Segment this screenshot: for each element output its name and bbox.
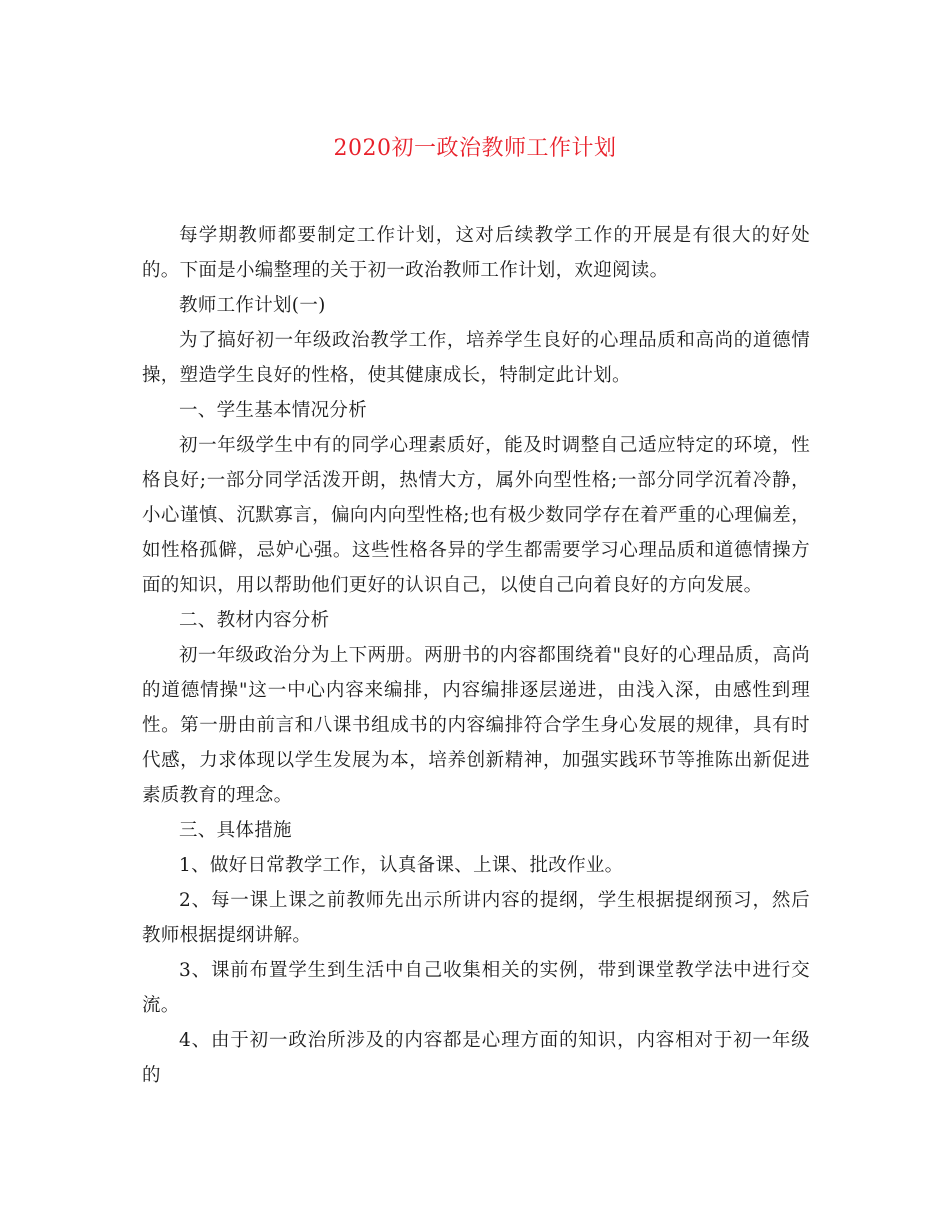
section-heading-measures: 三、具体措施 [179,820,292,841]
measure-item-3: 3、课前布置学生到生活中自己收集相关的实例，带到课堂教学法中进行交流。 [142,960,810,1016]
textbook-analysis-paragraph: 初一年级政治分为上下两册。两册书的内容都围绕着"良好的心理品质，高尚的道德情操"这一中心内容来编排，内容编排逐层递进，由浅入深，由感性到理性。第一册由前言和八课书组成书的内容编排符合学生身心发展的规律，具有时代感，力求体现以学生发展为本，培养创新精神，加强实践环节等推陈出新促进素质教育的理念。 [142,645,810,806]
purpose-paragraph: 为了搞好初一年级政治教学工作，培养学生良好的心理品质和高尚的道德情操，塑造学生良好的性格，使其健康成长，特制定此计划。 [142,330,810,386]
measure-item-1: 1、做好日常教学工作，认真备课、上课、批改作业。 [179,855,624,876]
intro-paragraph: 每学期教师都要制定工作计划，这对后续教学工作的开展是有很大的好处的。下面是小编整理的关于初一政治教师工作计划，欢迎阅读。 [142,225,810,281]
document-body [142,218,810,1093]
section-heading-student-analysis: 一、学生基本情况分析 [179,400,368,421]
document-title: 2020初一政治教师工作计划 [333,136,617,161]
measure-item-4: 4、由于初一政治所涉及的内容都是心理方面的知识，内容相对于初一年级的 [142,1030,810,1086]
measure-item-2: 2、每一课上课之前教师先出示所讲内容的提纲，学生根据提纲预习，然后教师根据提纲讲解。 [142,890,810,946]
student-analysis-paragraph: 初一年级学生中有的同学心理素质好，能及时调整自己适应特定的环境，性格良好;一部分同学活泼开朗，热情大方，属外向型性格;一部分同学沉着冷静，小心谨慎、沉默寡言，偏向内向型性格;也有极少数同学存在着严重的心理偏差，如性格孤僻，忌妒心强。这些性格各异的学生都需要学习心理品质和道德情操方面的知识，用以帮助他们更好的认识自己，以使自己向着良好的方向发展。 [142,435,810,596]
section-heading-textbook-analysis: 二、教材内容分析 [179,610,330,631]
section-heading-plan-one: 教师工作计划(一) [179,295,326,316]
